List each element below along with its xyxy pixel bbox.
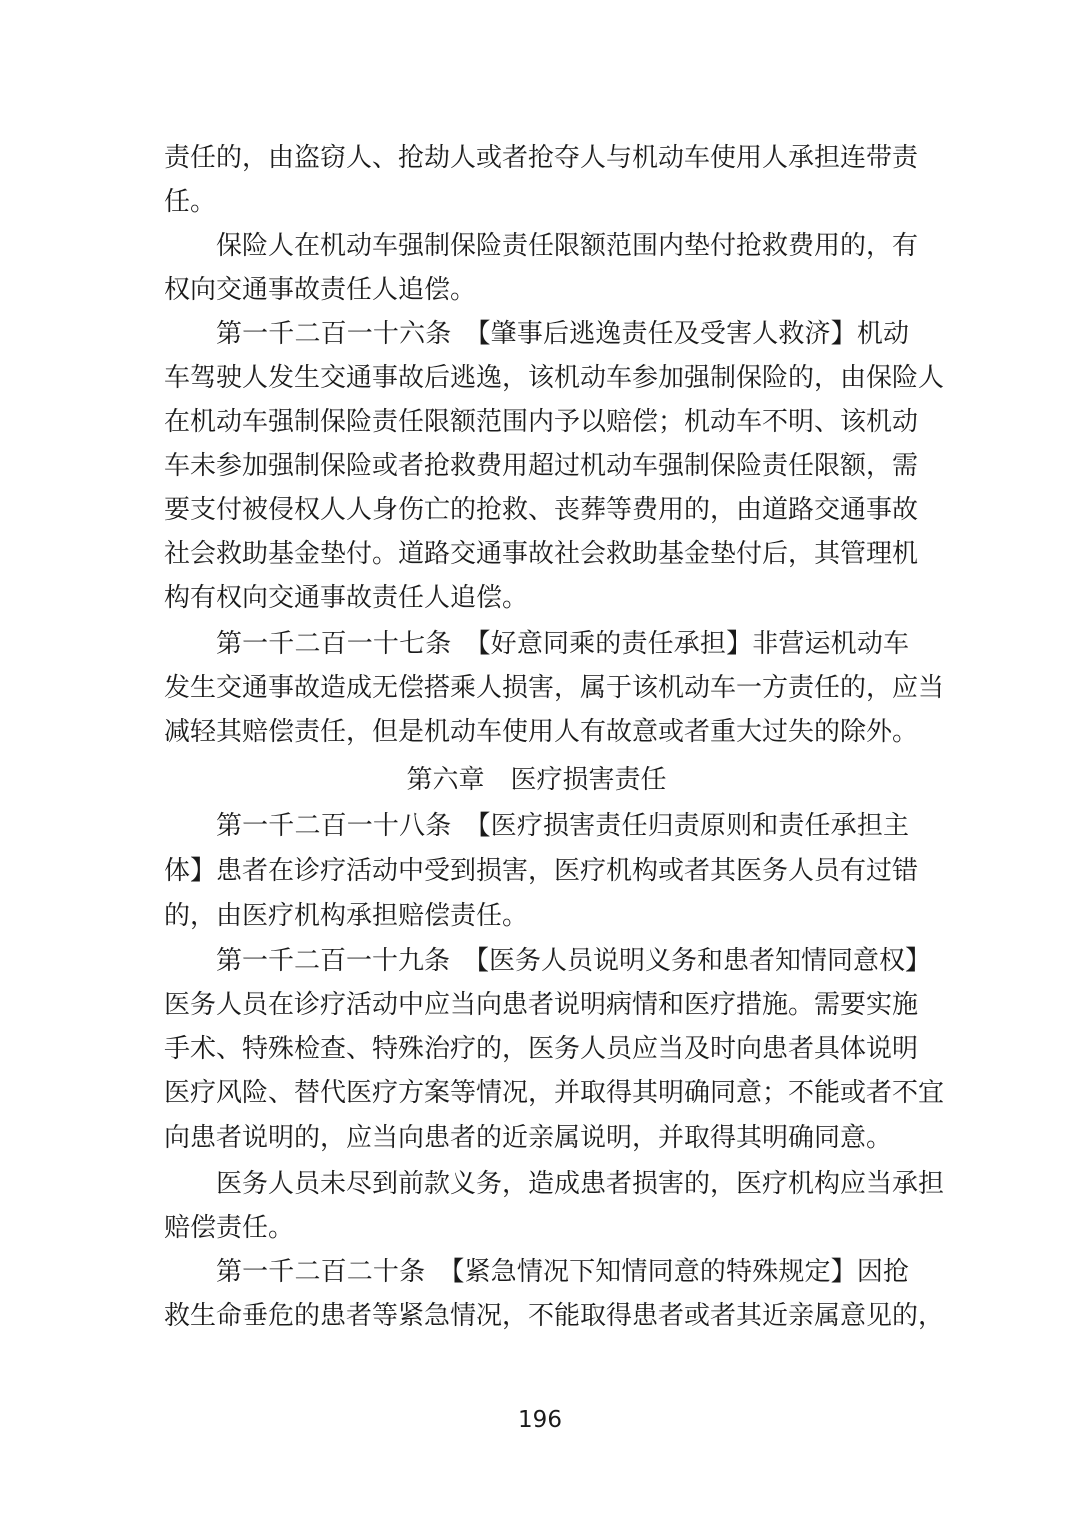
text-line: 医务人员在诊疗活动中应当向患者说明病情和医疗措施。需要实施 xyxy=(164,990,919,1020)
text-line: 车驾驶人发生交通事故后逃逸，该机动车参加强制保险的，由保险人 xyxy=(164,363,945,393)
text-line: 在机动车强制保险责任限额范围内予以赔偿；机动车不明、该机动 xyxy=(164,407,919,437)
text-line: 医疗风险、替代医疗方案等情况，并取得其明确同意；不能或者不宜 xyxy=(164,1078,945,1108)
text-line: 权向交通事故责任人追偿。 xyxy=(164,275,477,305)
text-line: 赔偿责任。 xyxy=(164,1213,295,1243)
text-line: 减轻其赔偿责任，但是机动车使用人有故意或者重大过失的除外。 xyxy=(164,717,919,747)
text-line: 的，由医疗机构承担赔偿责任。 xyxy=(164,901,529,931)
text-line: 保险人在机动车强制保险责任限额范围内垫付抢救费用的，有 xyxy=(216,231,919,261)
text-line: 社会救助基金垫付。道路交通事故社会救助基金垫付后，其管理机 xyxy=(164,539,919,569)
text-line: 任。 xyxy=(164,187,217,217)
text-line: 构有权向交通事故责任人追偿。 xyxy=(164,583,529,613)
text-line: 车未参加强制保险或者抢救费用超过机动车强制保险责任限额，需 xyxy=(164,451,919,481)
text-line: 手术、特殊检查、特殊治疗的，医务人员应当及时向患者具体说明 xyxy=(164,1034,919,1064)
page-number: 196 xyxy=(518,1407,562,1433)
chapter-heading: 第六章 医疗损害责任 xyxy=(406,765,667,795)
text-line: 要支付被侵权人人身伤亡的抢救、丧葬等费用的，由道路交通事故 xyxy=(164,495,919,525)
text-line: 发生交通事故造成无偿搭乘人损害，属于该机动车一方责任的，应当 xyxy=(164,673,945,703)
text-line: 救生命垂危的患者等紧急情况，不能取得患者或者其近亲属意见的， xyxy=(164,1301,945,1331)
text-line: 体】患者在诊疗活动中受到损害，医疗机构或者其医务人员有过错 xyxy=(164,856,919,886)
article-1217-heading: 第一千二百一十七条 【好意同乘的责任承担】非营运机动车 xyxy=(216,629,909,659)
text-line: 责任的，由盗窃人、抢劫人或者抢夺人与机动车使用人承担连带责 xyxy=(164,143,919,173)
text-line: 向患者说明的，应当向患者的近亲属说明，并取得其明确同意。 xyxy=(164,1123,893,1153)
article-1220-heading: 第一千二百二十条 【紧急情况下知情同意的特殊规定】因抢 xyxy=(216,1257,909,1287)
article-1218-heading: 第一千二百一十八条 【医疗损害责任归责原则和责任承担主 xyxy=(216,811,909,841)
text-line: 医务人员未尽到前款义务，造成患者损害的，医疗机构应当承担 xyxy=(216,1169,945,1199)
article-1219-heading: 第一千二百一十九条 【医务人员说明义务和患者知情同意权】 xyxy=(216,946,932,976)
article-1216-heading: 第一千二百一十六条 【肇事后逃逸责任及受害人救济】机动 xyxy=(216,319,909,349)
